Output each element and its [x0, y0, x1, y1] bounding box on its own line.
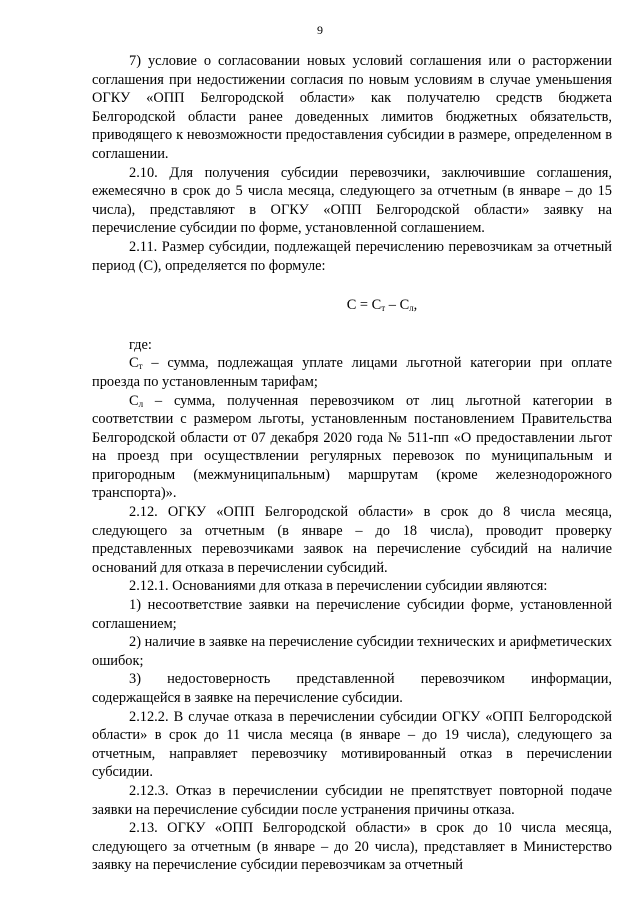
formula-end: ,: [413, 297, 418, 314]
paragraph-2-12-2: 2.12.2. В случае отказа в перечислении субсидии ОГКУ «ОПП Белгородской области» в срок до 11 числа месяца (в январе – до 19 числа), следующего за отчетным, направляет перевозчику мотивированный отказ в перечислении субсидии.: [92, 708, 612, 781]
formula-sub-l: л: [409, 303, 414, 314]
list-item-3: 3) недостоверность представленной перевозчиком информации, содержащейся в заявке на перечисление субсидии.: [92, 671, 612, 706]
ct-text: – сумма, подлежащая уплате лицами льготной категории при оплате проезда по установленным тарифам;: [92, 355, 612, 390]
ct-symbol: С: [129, 355, 139, 372]
cl-text: – сумма, полученная перевозчиком от лиц льготной категории в соответствии с размером льготы, установленным постановлением Правительства Белгородской области от 07 декабря 2020 года № 511-пп «О предоставлении льгот на проезд при осуществлении регулярных перевозок по муниципальным и пригородным (межмуниципальным) маршрутам (кроме железнодорожного транспорта)».: [92, 392, 612, 502]
formula-lhs: С = С: [346, 297, 382, 314]
paragraph-item-7: 7) условие о согласовании новых условий соглашения или о расторжении соглашения при недостижении согласия по новым условиям в случае уменьшения ОГКУ «ОПП Белгородской области» как получателю средств бюджета Белгородской области ранее доведенных лимитов бюджетных обязательств, приводящего к невозможности предоставления субсидии в размере, определенном в соглашении.: [92, 53, 612, 162]
definition-cl: [92, 392, 612, 504]
paragraph-2-12-3: 2.12.3. Отказ в перечислении субсидии не препятствует повторной подаче заявки на перечисление субсидии после устранения причины отказа.: [92, 782, 612, 818]
cl-subscript: л: [138, 398, 144, 409]
ct-subscript: т: [138, 361, 143, 372]
paragraph-2-11: 2.11. Размер субсидии, подлежащей перечислению перевозчикам за отчетный период (С), определяется по формуле:: [92, 238, 612, 274]
list-item-2: 2) наличие в заявке на перечисление субсидии технических и арифметических ошибок;: [92, 634, 612, 669]
document-body: [92, 52, 612, 875]
formula-sub-t: т: [381, 303, 386, 314]
paragraph-2-10: 2.10. Для получения субсидии перевозчики, заключившие соглашения, ежемесячно в срок до 5 числа месяца, следующего за отчетным (в январе – до 15 числа), представляют в ОГКУ «ОПП Белгородской области» заявку на перечисление субсидии по форме, установленной соглашением.: [92, 164, 612, 237]
list-item-1: 1) несоответствие заявки на перечисление субсидии форме, установленной соглашением;: [92, 597, 612, 632]
formula-minus: – С: [385, 297, 410, 314]
paragraph-2-12-1: 2.12.1. Основаниями для отказа в перечислении субсидии являются:: [129, 578, 548, 595]
definition-ct: [92, 354, 612, 391]
paragraph-2-13: 2.13. ОГКУ «ОПП Белгородской области» в срок до 10 числа месяца, следующего за отчетным (в январе – до 20 числа), представляет в Министерство заявку на перечисление субсидии перевозчикам за отчетный: [92, 820, 612, 874]
cl-symbol: С: [129, 392, 139, 409]
page-number: 9: [317, 23, 323, 37]
paragraph-2-12: 2.12. ОГКУ «ОПП Белгородской области» в срок до 8 числа месяца, следующего за отчетным (в январе – до 18 числа), проводит проверку представленных перевозчиками заявок на перечисление субсидий на наличие оснований для отказа в перечислении субсидий.: [92, 504, 612, 576]
subsidy-formula: [92, 296, 612, 315]
where-label: где:: [129, 336, 152, 353]
